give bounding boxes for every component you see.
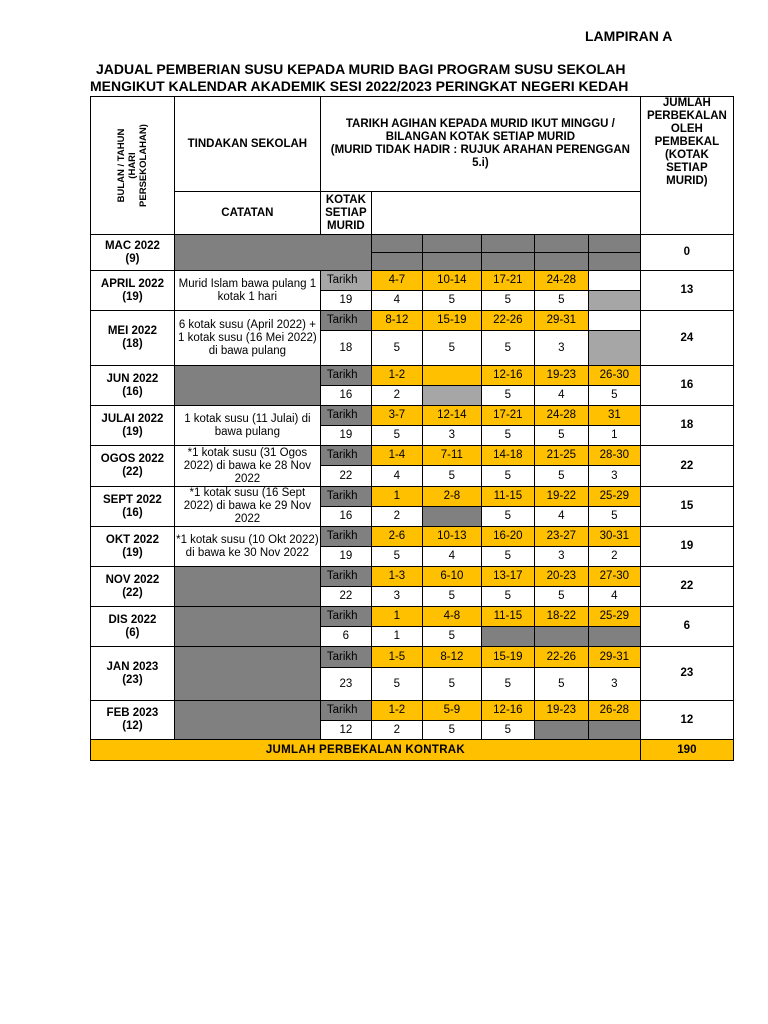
supply-total: 13 xyxy=(640,271,733,311)
school-days: (16) xyxy=(122,385,143,398)
week-count: 5 xyxy=(371,668,422,701)
week-count: 5 xyxy=(422,668,481,701)
week-count xyxy=(588,721,640,740)
table-row xyxy=(91,311,734,331)
header-agihan: TARIKH AGIHAN KEPADA MURID IKUT MINGGU / BILANGAN KOTAK SETIAP MURID (MURID TIDAK HADIR : RUJUK ARAHAN PERENGGAN 5.i) xyxy=(320,97,640,192)
supply-total: 22 xyxy=(640,567,733,607)
tarikh-label: Tarikh xyxy=(320,607,371,627)
note-cell xyxy=(174,366,320,406)
tarikh-label: Tarikh xyxy=(320,446,371,466)
week-count xyxy=(588,253,640,271)
month-label: MAC 2022 xyxy=(104,239,160,252)
week-count: 3 xyxy=(371,587,422,607)
contract-total-value: 190 xyxy=(640,740,733,761)
contract-total-label: JUMLAH PERBEKALAN KONTRAK xyxy=(91,740,641,761)
supply-total: 24 xyxy=(640,311,733,366)
week-date: 26-30 xyxy=(588,366,640,386)
school-days: (19) xyxy=(122,425,143,438)
week-date: 17-21 xyxy=(481,271,534,291)
table-row xyxy=(91,271,734,291)
week-date: 1-3 xyxy=(371,567,422,587)
week-date: 11-15 xyxy=(481,607,534,627)
supply-total: 0 xyxy=(640,235,733,271)
week-count: 5 xyxy=(481,547,534,567)
table-row xyxy=(91,235,734,253)
week-date xyxy=(588,271,640,291)
week-date: 15-19 xyxy=(422,311,481,331)
boxes-per-student: 19 xyxy=(320,291,371,311)
week-count: 1 xyxy=(588,426,640,446)
supply-total: 23 xyxy=(640,647,733,701)
note-cell xyxy=(174,235,371,271)
week-count xyxy=(588,331,640,366)
week-count: 5 xyxy=(534,291,588,311)
boxes-per-student: 6 xyxy=(320,627,371,647)
week-date: 19-23 xyxy=(534,701,588,721)
week-date: 2-8 xyxy=(422,487,481,507)
note-cell xyxy=(174,607,320,647)
table-row xyxy=(91,701,734,721)
week-date: 26-28 xyxy=(588,701,640,721)
tarikh-label: Tarikh xyxy=(320,366,371,386)
week-date: 20-23 xyxy=(534,567,588,587)
boxes-per-student: 19 xyxy=(320,426,371,446)
attachment-label: LAMPIRAN A xyxy=(585,28,673,44)
week-date: 7-11 xyxy=(422,446,481,466)
school-days: (18) xyxy=(122,338,143,350)
month-cell xyxy=(91,701,175,740)
week-count: 5 xyxy=(481,386,534,406)
week-date: 8-12 xyxy=(371,311,422,331)
week-date: 1-4 xyxy=(371,446,422,466)
week-date: 10-14 xyxy=(422,271,481,291)
table-row xyxy=(91,406,734,426)
supply-total: 22 xyxy=(640,446,733,487)
school-days: (22) xyxy=(122,586,143,599)
school-days: (16) xyxy=(122,506,143,519)
week-date: 29-31 xyxy=(588,647,640,668)
week-count xyxy=(481,253,534,271)
boxes-per-student: 22 xyxy=(320,466,371,487)
table-row xyxy=(91,366,734,386)
week-date: 15-19 xyxy=(481,647,534,668)
school-days: (19) xyxy=(122,546,143,559)
week-count: 4 xyxy=(371,466,422,487)
week-date: 19-22 xyxy=(534,487,588,507)
week-count: 3 xyxy=(422,426,481,446)
week-count: 5 xyxy=(422,587,481,607)
table-row xyxy=(91,487,734,507)
document-title xyxy=(90,61,730,95)
note-cell xyxy=(174,567,320,607)
note-cell: *1 kotak susu (31 Ogos 2022) di bawa ke 28 Nov 2022 xyxy=(174,446,320,487)
week-count: 5 xyxy=(481,507,534,527)
week-count: 4 xyxy=(534,386,588,406)
boxes-per-student: 16 xyxy=(320,386,371,406)
week-count: 5 xyxy=(481,587,534,607)
week-count: 5 xyxy=(481,426,534,446)
tarikh-label: Tarikh xyxy=(320,701,371,721)
week-count: 4 xyxy=(534,507,588,527)
month-cell xyxy=(91,487,175,527)
table-row xyxy=(91,567,734,587)
tarikh-label: Tarikh xyxy=(320,406,371,426)
week-date: 19-23 xyxy=(534,366,588,386)
week-count: 5 xyxy=(422,291,481,311)
month-cell xyxy=(91,406,175,446)
week-count: 5 xyxy=(371,426,422,446)
week-count xyxy=(422,507,481,527)
week-count: 2 xyxy=(371,507,422,527)
note-cell: 6 kotak susu (April 2022) + 1 kotak susu (16 Mei 2022) di bawa pulang xyxy=(174,311,320,366)
school-days: (23) xyxy=(122,673,143,686)
note-cell: *1 kotak susu (10 Okt 2022) di bawa ke 30 Nov 2022 xyxy=(174,527,320,567)
week-date: 5-9 xyxy=(422,701,481,721)
table-row xyxy=(91,446,734,466)
month-label: MEI 2022 xyxy=(107,325,158,337)
month-cell xyxy=(91,607,175,647)
school-days: (22) xyxy=(122,466,143,478)
header-catatan: CATATAN xyxy=(174,192,320,235)
week-count: 5 xyxy=(422,627,481,647)
week-date: 16-20 xyxy=(481,527,534,547)
table-row xyxy=(91,607,734,627)
supply-total: 19 xyxy=(640,527,733,567)
tarikh-label: Tarikh xyxy=(320,567,371,587)
week-date: 27-30 xyxy=(588,567,640,587)
week-date: 6-10 xyxy=(422,567,481,587)
week-count xyxy=(534,627,588,647)
week-date: 23-27 xyxy=(534,527,588,547)
supply-total: 12 xyxy=(640,701,733,740)
week-date: 10-13 xyxy=(422,527,481,547)
week-date: 8-12 xyxy=(422,647,481,668)
week-date: 22-26 xyxy=(481,311,534,331)
week-date: 13-17 xyxy=(481,567,534,587)
tarikh-label: Tarikh xyxy=(320,487,371,507)
boxes-per-student: 19 xyxy=(320,547,371,567)
table-row xyxy=(91,527,734,547)
title-line-1: JADUAL PEMBERIAN SUSU KEPADA MURID BAGI PROGRAM SUSU SEKOLAH xyxy=(96,61,626,77)
month-label: OGOS 2022 xyxy=(100,453,165,465)
week-count: 2 xyxy=(588,547,640,567)
week-date: 1-2 xyxy=(371,701,422,721)
week-count: 5 xyxy=(371,547,422,567)
header-blank xyxy=(371,192,640,235)
week-count xyxy=(422,386,481,406)
month-label: SEPT 2022 xyxy=(103,493,162,506)
supply-total: 16 xyxy=(640,366,733,406)
week-count xyxy=(588,627,640,647)
week-count: 5 xyxy=(422,466,481,487)
week-count: 3 xyxy=(534,331,588,366)
school-days: (9) xyxy=(125,252,140,265)
week-count: 5 xyxy=(422,721,481,740)
tarikh-label: Tarikh xyxy=(320,647,371,668)
header-month: BULAN / TAHUN (HARI PERSEKOLAHAN) xyxy=(91,97,175,235)
month-label: JUN 2022 xyxy=(106,372,159,385)
week-date: 14-18 xyxy=(481,446,534,466)
header-tindakan: TINDAKAN SEKOLAH xyxy=(174,97,320,192)
week-count xyxy=(371,253,422,271)
week-count: 5 xyxy=(534,668,588,701)
month-label: APRIL 2022 xyxy=(100,277,164,290)
week-date: 25-29 xyxy=(588,607,640,627)
week-date: 25-29 xyxy=(588,487,640,507)
tarikh-label: Tarikh xyxy=(320,527,371,547)
week-count: 2 xyxy=(371,721,422,740)
week-count: 5 xyxy=(481,466,534,487)
month-label: JAN 2023 xyxy=(106,660,159,673)
week-count: 3 xyxy=(588,668,640,701)
week-date: 1 xyxy=(371,487,422,507)
month-cell xyxy=(91,235,175,271)
week-date: 24-28 xyxy=(534,406,588,426)
week-date: 31 xyxy=(588,406,640,426)
week-date: 12-16 xyxy=(481,366,534,386)
week-date: 24-28 xyxy=(534,271,588,291)
tarikh-label: Tarikh xyxy=(320,271,371,291)
school-days: (12) xyxy=(122,720,143,732)
week-date: 12-16 xyxy=(481,701,534,721)
week-count: 5 xyxy=(588,386,640,406)
week-count xyxy=(534,721,588,740)
month-cell xyxy=(91,527,175,567)
week-date: 4-7 xyxy=(371,271,422,291)
week-count: 1 xyxy=(371,627,422,647)
week-date: 18-22 xyxy=(534,607,588,627)
week-date: 12-14 xyxy=(422,406,481,426)
month-cell xyxy=(91,271,175,311)
footer-row xyxy=(91,740,734,761)
week-date xyxy=(422,366,481,386)
month-label: FEB 2023 xyxy=(106,707,159,719)
month-cell xyxy=(91,366,175,406)
week-count: 4 xyxy=(371,291,422,311)
week-count xyxy=(481,627,534,647)
week-count: 5 xyxy=(534,466,588,487)
month-label: NOV 2022 xyxy=(105,573,160,586)
week-count: 5 xyxy=(371,331,422,366)
week-count: 3 xyxy=(534,547,588,567)
week-count: 5 xyxy=(588,507,640,527)
week-date: 22-26 xyxy=(534,647,588,668)
week-date xyxy=(422,235,481,253)
month-label: DIS 2022 xyxy=(108,613,157,626)
week-count: 4 xyxy=(588,587,640,607)
week-date: 4-8 xyxy=(422,607,481,627)
week-count: 5 xyxy=(534,426,588,446)
week-count xyxy=(588,291,640,311)
boxes-per-student: 16 xyxy=(320,507,371,527)
week-date: 30-31 xyxy=(588,527,640,547)
note-cell: Murid Islam bawa pulang 1 kotak 1 hari xyxy=(174,271,320,311)
month-cell xyxy=(91,567,175,607)
month-cell xyxy=(91,446,175,487)
week-date: 21-25 xyxy=(534,446,588,466)
month-label: JULAI 2022 xyxy=(101,412,164,425)
week-count: 5 xyxy=(481,291,534,311)
week-count: 4 xyxy=(422,547,481,567)
boxes-per-student: 18 xyxy=(320,331,371,366)
week-date xyxy=(481,235,534,253)
boxes-per-student: 12 xyxy=(320,721,371,740)
week-date: 1-5 xyxy=(371,647,422,668)
month-cell xyxy=(91,311,175,366)
week-date xyxy=(534,235,588,253)
week-count: 5 xyxy=(534,587,588,607)
month-label: OKT 2022 xyxy=(105,533,159,546)
supply-total: 18 xyxy=(640,406,733,446)
month-cell xyxy=(91,647,175,701)
week-count xyxy=(534,253,588,271)
week-count: 2 xyxy=(371,386,422,406)
note-cell xyxy=(174,647,320,701)
title-line-2: MENGIKUT KALENDAR AKADEMIK SESI 2022/2023 PERINGKAT NEGERI KEDAH xyxy=(90,78,629,94)
week-date: 11-15 xyxy=(481,487,534,507)
note-cell xyxy=(174,701,320,740)
boxes-per-student: 23 xyxy=(320,668,371,701)
week-date: 2-6 xyxy=(371,527,422,547)
boxes-per-student: 22 xyxy=(320,587,371,607)
week-date xyxy=(588,311,640,331)
supply-total: 15 xyxy=(640,487,733,527)
milk-schedule-table xyxy=(90,96,734,761)
week-date: 1 xyxy=(371,607,422,627)
week-count: 5 xyxy=(481,721,534,740)
note-cell: 1 kotak susu (11 Julai) di bawa pulang xyxy=(174,406,320,446)
header-kotak: KOTAK SETIAP MURID xyxy=(320,192,371,235)
school-days: (6) xyxy=(125,626,140,639)
week-date: 28-30 xyxy=(588,446,640,466)
week-date xyxy=(371,235,422,253)
week-count: 5 xyxy=(481,331,534,366)
week-date: 17-21 xyxy=(481,406,534,426)
tarikh-label: Tarikh xyxy=(320,311,371,331)
week-count: 3 xyxy=(588,466,640,487)
table-row xyxy=(91,647,734,668)
note-cell: *1 kotak susu (16 Sept 2022) di bawa ke 29 Nov 2022 xyxy=(174,487,320,527)
supply-total: 6 xyxy=(640,607,733,647)
school-days: (19) xyxy=(122,290,143,303)
week-date: 1-2 xyxy=(371,366,422,386)
week-date: 3-7 xyxy=(371,406,422,426)
week-count xyxy=(422,253,481,271)
week-count: 5 xyxy=(422,331,481,366)
header-jumlah: JUMLAH PERBEKALAN OLEH PEMBEKAL (KOTAK SETIAP MURID) xyxy=(640,97,733,235)
week-date xyxy=(588,235,640,253)
week-date: 29-31 xyxy=(534,311,588,331)
week-count: 5 xyxy=(481,668,534,701)
